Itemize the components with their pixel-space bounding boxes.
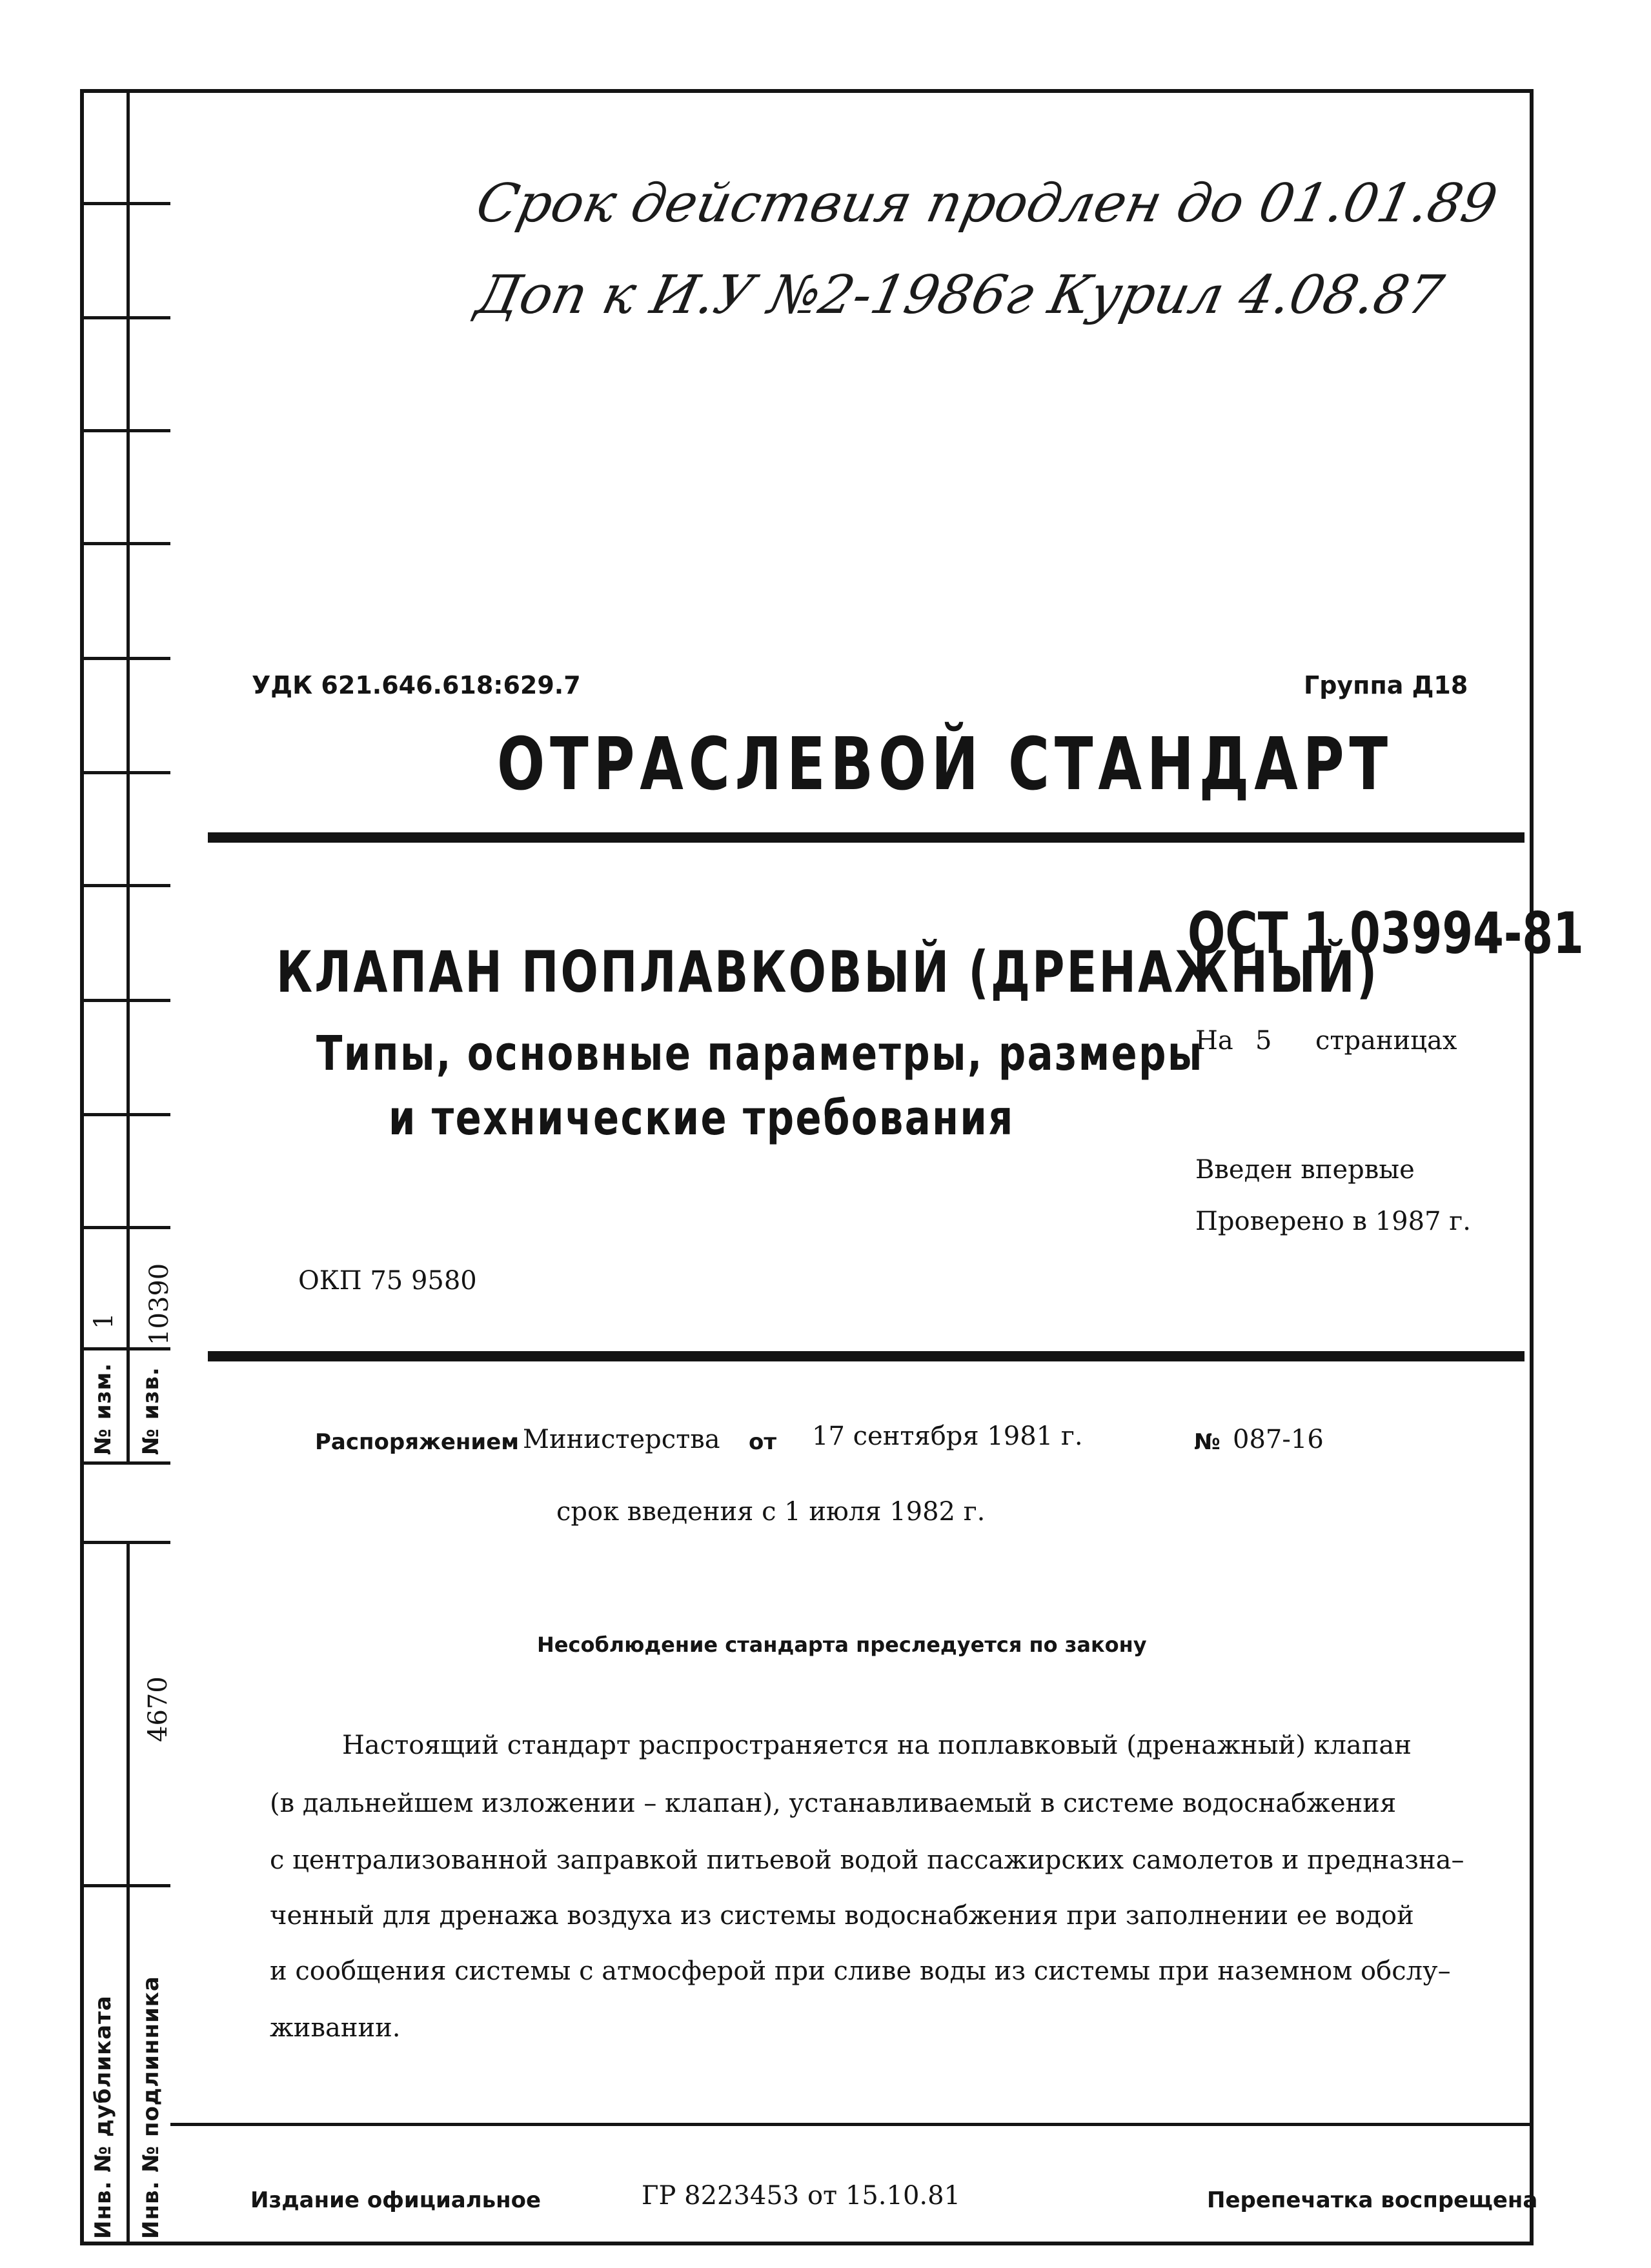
standard-number: ОСТ 1 03994-81 — [1188, 900, 1584, 967]
strip-row-line — [80, 1347, 170, 1350]
body-line: и сообщения системы с атмосферой при сливе воды из системы при наземном обслу– — [270, 1956, 1451, 1986]
strip-row-line — [80, 1461, 170, 1465]
footer-reprint: Перепечатка воспрещена — [1207, 2187, 1538, 2213]
order-label: Распоряжением — [315, 1429, 520, 1455]
footer-official: Издание официальное — [250, 2187, 542, 2213]
subtitle-line-2: и технические требования — [389, 1090, 1015, 1146]
okp-code: ОКП 75 9580 — [298, 1266, 477, 1296]
product-title: КЛАПАН ПОПЛАВКОВЫЙ (ДРЕНАЖНЫЙ) — [276, 939, 1379, 1005]
bottom-divider — [208, 1351, 1524, 1361]
top-divider — [208, 832, 1524, 843]
pages-suffix: страницах — [1315, 1026, 1457, 1056]
order-number-label: № — [1194, 1429, 1221, 1455]
inv-orig-label: Инв. № подлинника — [138, 1976, 164, 2239]
order-ministry: Министерства — [523, 1425, 720, 1454]
checked-note: Проверено в 1987 г. — [1195, 1207, 1471, 1236]
order-number: 087-16 — [1233, 1425, 1324, 1454]
introduced-note: Введен впервые — [1195, 1155, 1415, 1185]
legal-notice: Несоблюдение стандарта преследуется по закону — [537, 1632, 1147, 1657]
strip-row-line — [80, 1884, 170, 1887]
footer-registration: ГР 8223453 от 15.10.81 — [642, 2181, 961, 2211]
strip-left-line-top — [80, 89, 83, 1463]
strip-row-line — [80, 1541, 170, 1544]
effective-date: срок введения с 1 июля 1982 г. — [556, 1497, 986, 1527]
strip-row-line — [80, 429, 170, 432]
body-line: живании. — [270, 2013, 401, 2043]
udk-code: УДК 621.646.618:629.7 — [252, 671, 581, 699]
izm-value: 1 — [89, 1312, 119, 1329]
izv-value: 10390 — [145, 1263, 174, 1345]
order-from: от — [749, 1429, 777, 1455]
strip-row-line — [80, 202, 170, 205]
strip-row-line — [80, 771, 170, 774]
body-line: ченный для дренажа воздуха из системы водоснабжения при заполнении ее водой — [270, 1901, 1414, 1931]
body-line: Настоящий стандарт распространяется на поплавковый (дренажный) клапан — [342, 1731, 1412, 1760]
inv-dup-label: Инв. № дубликата — [90, 1995, 116, 2239]
body-line: (в дальнейшем изложении – клапан), устанавливаемый в системе водоснабжения — [270, 1789, 1397, 1818]
strip-left-line-bottom — [80, 1541, 83, 2245]
strip-row-line — [80, 316, 170, 319]
handwritten-line-2: Доп к И.У №2-1986г Курил 4.08.87 — [471, 265, 1449, 326]
body-line: с централизованной заправкой питьевой водой пассажирских самолетов и предназна– — [270, 1845, 1464, 1875]
strip-row-line — [80, 1113, 170, 1116]
strip-row-line — [80, 884, 170, 887]
handwritten-line-1: Срок действия продлен до 01.01.89 — [471, 173, 1503, 234]
strip-mid-line-top — [127, 89, 130, 1463]
order-date: 17 сентября 1981 г. — [812, 1421, 1083, 1451]
footer-divider — [170, 2123, 1534, 2126]
strip-mid-line-bottom — [127, 1541, 130, 2245]
standard-type-heading: ОТРАСЛЕВОЙ СТАНДАРТ — [497, 723, 1393, 807]
strip-row-line — [80, 657, 170, 660]
inv-dup-value: 4670 — [143, 1676, 173, 1742]
pages-prefix: На — [1195, 1026, 1233, 1056]
group-code: Группа Д18 — [1304, 671, 1468, 699]
pages-count: 5 — [1255, 1026, 1272, 1056]
izm-label: № изм. — [90, 1362, 116, 1455]
subtitle-line-1: Типы, основные параметры, размеры — [316, 1026, 1204, 1081]
strip-row-line — [80, 999, 170, 1002]
izv-label: № изв. — [138, 1367, 164, 1455]
strip-row-line — [80, 542, 170, 545]
strip-row-line — [80, 1226, 170, 1229]
